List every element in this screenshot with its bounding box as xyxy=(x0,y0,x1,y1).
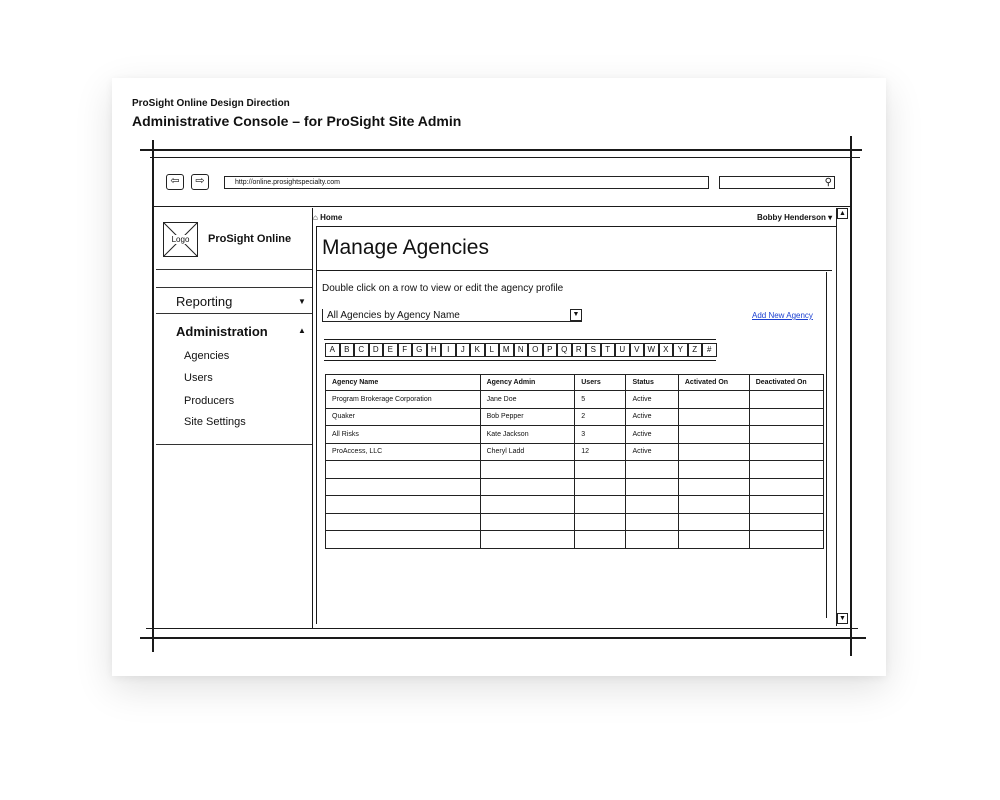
table-cell xyxy=(626,496,678,514)
alpha-filter-b[interactable]: B xyxy=(340,343,355,357)
table-cell xyxy=(749,443,823,461)
table-cell xyxy=(480,531,575,549)
sidebar-item-agencies[interactable]: Agencies xyxy=(184,350,230,362)
table-cell xyxy=(626,513,678,531)
dropdown-caret-icon[interactable]: ▼ xyxy=(570,309,582,321)
main-divider xyxy=(312,208,313,628)
forward-arrow-icon: ⇨ xyxy=(195,175,205,187)
table-cell: All Risks xyxy=(326,426,481,444)
table-cell xyxy=(326,478,481,496)
alpha-filter-q[interactable]: Q xyxy=(557,343,572,357)
table-cell xyxy=(575,461,626,479)
alpha-filter-c[interactable]: C xyxy=(354,343,369,357)
alpha-filter-i[interactable]: I xyxy=(441,343,456,357)
sidebar-divider xyxy=(156,287,312,288)
sidebar-item-site-settings[interactable]: Site Settings xyxy=(184,416,246,428)
nav-reporting[interactable]: Reporting xyxy=(176,294,233,309)
alpha-filter-d[interactable]: D xyxy=(369,343,384,357)
logo-label: Logo xyxy=(171,235,190,244)
table-cell xyxy=(749,478,823,496)
agencies-table xyxy=(325,374,824,549)
table-cell xyxy=(326,513,481,531)
sidebar-divider xyxy=(156,269,312,270)
table-cell xyxy=(678,391,749,409)
table-cell: Active xyxy=(626,426,678,444)
alpha-bar-line xyxy=(324,339,716,340)
alpha-filter-n[interactable]: N xyxy=(514,343,529,357)
page-title: Manage Agencies xyxy=(322,236,489,259)
table-cell: 2 xyxy=(575,408,626,426)
table-row[interactable] xyxy=(326,426,824,444)
alpha-filter-t[interactable]: T xyxy=(601,343,616,357)
scroll-down-icon[interactable]: ▼ xyxy=(837,613,848,624)
table-row[interactable] xyxy=(326,478,824,496)
sidebar-item-producers[interactable]: Producers xyxy=(184,395,235,407)
breadcrumb-home-label: Home xyxy=(320,213,343,222)
column-header[interactable]: Activated On xyxy=(678,375,749,391)
table-cell xyxy=(678,513,749,531)
table-cell: Active xyxy=(626,443,678,461)
column-header[interactable]: Users xyxy=(575,375,626,391)
frame-line xyxy=(850,136,852,656)
table-cell xyxy=(678,531,749,549)
alpha-filter-w[interactable]: W xyxy=(644,343,659,357)
content-border xyxy=(316,226,836,227)
table-cell: Jane Doe xyxy=(480,391,575,409)
instruction-text: Double click on a row to view or edit the agency profile xyxy=(322,283,564,294)
alpha-filter-z[interactable]: Z xyxy=(688,343,703,357)
alpha-filter-v[interactable]: V xyxy=(630,343,645,357)
table-cell xyxy=(480,496,575,514)
alpha-filter-x[interactable]: X xyxy=(659,343,674,357)
url-text: http://online.prosightspecialty.com xyxy=(235,179,340,186)
table-cell xyxy=(626,531,678,549)
table-cell: Bob Pepper xyxy=(480,408,575,426)
alpha-filter-l[interactable]: L xyxy=(485,343,500,357)
table-cell xyxy=(749,513,823,531)
table-row[interactable] xyxy=(326,391,824,409)
doc-subtitle: ProSight Online Design Direction xyxy=(132,98,290,109)
table-cell xyxy=(678,443,749,461)
table-row[interactable] xyxy=(326,461,824,479)
table-cell: Active xyxy=(626,391,678,409)
table-cell xyxy=(575,513,626,531)
table-row[interactable] xyxy=(326,408,824,426)
table-cell xyxy=(749,531,823,549)
sidebar-divider xyxy=(156,313,312,314)
table-cell xyxy=(575,496,626,514)
browser-search-input[interactable] xyxy=(719,176,835,189)
scrollbar[interactable] xyxy=(836,208,849,626)
content-border xyxy=(826,272,827,618)
table-cell xyxy=(678,496,749,514)
breadcrumb-home[interactable] xyxy=(313,213,342,222)
toolbar-divider xyxy=(152,206,850,207)
address-bar[interactable] xyxy=(224,176,709,189)
table-cell xyxy=(749,426,823,444)
table-cell xyxy=(480,513,575,531)
table-row[interactable] xyxy=(326,496,824,514)
table-cell xyxy=(626,478,678,496)
home-icon: ⌂ xyxy=(313,213,318,222)
title-divider xyxy=(316,270,832,271)
table-cell xyxy=(480,478,575,496)
user-menu[interactable] xyxy=(757,213,832,222)
frame-line xyxy=(140,149,862,151)
table-cell: ProAccess, LLC xyxy=(326,443,481,461)
table-cell: Quaker xyxy=(326,408,481,426)
table-cell: Cheryl Ladd xyxy=(480,443,575,461)
table-cell xyxy=(678,461,749,479)
sidebar-divider xyxy=(156,444,312,445)
frame-line xyxy=(150,157,860,158)
column-header[interactable]: Status xyxy=(626,375,678,391)
column-header[interactable]: Agency Admin xyxy=(480,375,575,391)
table-cell xyxy=(749,408,823,426)
chevron-up-icon[interactable]: ▲ xyxy=(298,326,306,335)
alpha-filter-o[interactable]: O xyxy=(528,343,543,357)
frame-line xyxy=(152,140,154,652)
add-new-agency-link[interactable]: Add New Agency xyxy=(752,311,813,320)
table-cell xyxy=(678,478,749,496)
logo xyxy=(163,222,198,257)
alpha-filter-r[interactable]: R xyxy=(572,343,587,357)
table-row[interactable] xyxy=(326,531,824,549)
alpha-filter-m[interactable]: M xyxy=(499,343,514,357)
scroll-up-icon[interactable]: ▲ xyxy=(837,208,848,219)
alpha-filter-s[interactable]: S xyxy=(586,343,601,357)
alpha-filter-f[interactable]: F xyxy=(398,343,413,357)
table-cell: Program Brokerage Corporation xyxy=(326,391,481,409)
table-cell xyxy=(326,496,481,514)
alpha-filter-a[interactable]: A xyxy=(325,343,340,357)
back-arrow-icon: ⇦ xyxy=(170,175,180,187)
table-cell xyxy=(678,408,749,426)
alpha-filter-h[interactable]: H xyxy=(427,343,442,357)
alpha-filter-k[interactable]: K xyxy=(470,343,485,357)
table-cell xyxy=(480,461,575,479)
column-header[interactable]: Agency Name xyxy=(326,375,481,391)
alpha-filter-y[interactable]: Y xyxy=(673,343,688,357)
brand-name: ProSight Online xyxy=(208,233,292,245)
user-name: Bobby Henderson xyxy=(757,213,826,222)
table-cell xyxy=(326,531,481,549)
table-cell: Active xyxy=(626,408,678,426)
forward-button[interactable] xyxy=(191,174,209,190)
table-cell xyxy=(678,426,749,444)
alpha-filter-p[interactable]: P xyxy=(543,343,558,357)
chevron-down-icon: ▾ xyxy=(828,213,833,222)
table-row[interactable] xyxy=(326,513,824,531)
column-header[interactable]: Deactivated On xyxy=(749,375,823,391)
table-cell: 5 xyxy=(575,391,626,409)
table-cell xyxy=(749,496,823,514)
alpha-filter-e[interactable]: E xyxy=(383,343,398,357)
table-cell: 12 xyxy=(575,443,626,461)
table-row[interactable] xyxy=(326,443,824,461)
alpha-filter-hash[interactable]: # xyxy=(702,343,717,357)
table-cell xyxy=(326,461,481,479)
search-icon[interactable]: ⚲ xyxy=(824,177,832,188)
table-cell xyxy=(575,531,626,549)
alpha-filter-j[interactable]: J xyxy=(456,343,471,357)
alphabet-filter xyxy=(325,343,717,357)
table-cell xyxy=(575,478,626,496)
table-cell xyxy=(626,461,678,479)
alpha-filter-g[interactable]: G xyxy=(412,343,427,357)
table-cell: 3 xyxy=(575,426,626,444)
table-header-row xyxy=(326,375,824,391)
table-cell xyxy=(749,391,823,409)
nav-administration[interactable]: Administration xyxy=(176,324,268,339)
chevron-down-icon[interactable]: ▼ xyxy=(298,297,306,306)
back-button[interactable] xyxy=(166,174,184,190)
alpha-bar-line xyxy=(324,360,716,361)
sidebar-item-users[interactable]: Users xyxy=(184,372,213,384)
content-border xyxy=(316,226,317,624)
agency-filter-select[interactable]: All Agencies by Agency Name xyxy=(322,309,582,322)
frame-line xyxy=(146,628,858,629)
frame-line xyxy=(140,637,866,639)
alpha-filter-u[interactable]: U xyxy=(615,343,630,357)
table-cell xyxy=(749,461,823,479)
table-cell: Kate Jackson xyxy=(480,426,575,444)
doc-title: Administrative Console – for ProSight Site Admin xyxy=(132,113,462,129)
